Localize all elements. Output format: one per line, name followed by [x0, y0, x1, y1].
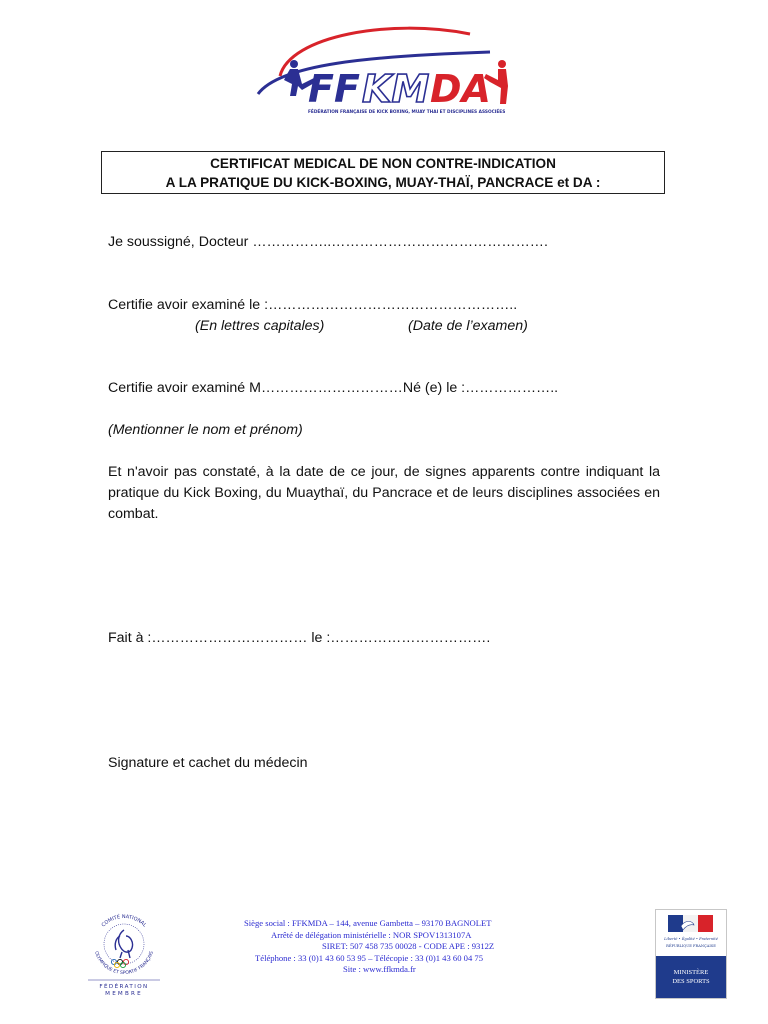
footer-line-4: Téléphone : 33 (0)1 43 60 53 95 – Télécopie : 33 (0)1 43 60 04 75	[255, 952, 484, 963]
cnosf-arc-bottom: OLYMPIQUE ET SPORTIF FRANÇAIS	[93, 950, 155, 977]
republique-francaise-block	[656, 910, 726, 952]
ministere-label-block	[656, 956, 726, 998]
hint-exam-date: (Date de l’examen)	[408, 318, 528, 334]
ministere-line-2: DES SPORTS	[672, 978, 710, 985]
doctor-name-line: Je soussigné, Docteur ……………..……………………………………….	[108, 234, 548, 250]
patient-line: Certifie avoir examiné M…………………………Né (e) le :………………..	[108, 380, 559, 396]
republique-motto: Liberté • Égalité • Fraternité	[664, 937, 718, 941]
ministere-line-1: MINISTÈRE	[673, 969, 709, 976]
footer-line-3: SIRET: 507 458 735 00028 - CODE APE : 9312Z	[322, 941, 495, 951]
signature-label: Signature et cachet du médecin	[108, 755, 308, 771]
certificate-title-line-1: CERTIFICAT MEDICAL DE NON CONTRE-INDICATION	[210, 156, 556, 171]
marianne-flag-icon	[656, 910, 726, 954]
hint-name: (Mentionner le nom et prénom)	[108, 422, 303, 438]
place-date-line: Fait à :…………………………… le :…………………………….	[108, 630, 491, 646]
svg-text:COMITÉ NATIONAL	[101, 912, 148, 928]
examination-date-line: Certifie avoir examiné le :……………………………………………..	[108, 297, 518, 313]
footer-website: Site : www.ffkmda.fr	[343, 964, 416, 974]
logo-text-km: KM	[362, 67, 430, 111]
cnosf-label-federation: FÉDÉRATION	[99, 984, 149, 990]
logo-text-ff: FF	[308, 67, 360, 111]
certificate-title-line-2: A LA PRATIQUE DU KICK-BOXING, MUAY-THAÏ, PANCRACE et DA :	[165, 175, 601, 190]
logo-subtitle: FÉDÉRATION FRANÇAISE DE KICK BOXING, MUAY THAI ET DISCIPLINES ASSOCIÉES	[308, 110, 506, 115]
ffkmda-logo	[250, 24, 518, 120]
footer-line-2: Arrêté de délégation ministérielle : NOR SPOV1313107A	[271, 929, 472, 940]
republique-label: RÉPUBLIQUE FRANÇAISE	[666, 944, 716, 948]
cnosf-label-membre: MEMBRE	[105, 991, 143, 997]
rooster-icon	[115, 930, 132, 958]
statement-paragraph: Et n'avoir pas constaté, à la date de ce jour, de signes apparents contre indiquant la pratique du Kick Boxing, du Muaythaï, du Pancrace et de leurs disciplines associées en combat.	[108, 464, 660, 522]
logo-text-da: DA	[430, 67, 491, 111]
hint-capitals: (En lettres capitales)	[195, 318, 325, 334]
footer-line-1: Siège social : FFKMDA – 144, avenue Gambetta – 93170 BAGNOLET	[244, 918, 492, 928]
certificate-title-box	[101, 151, 665, 194]
cnosf-arc-top: COMITÉ NATIONAL	[100, 913, 148, 929]
cnosf-federation-membre-seal	[84, 906, 164, 998]
ministere-des-sports-badge	[655, 909, 727, 999]
